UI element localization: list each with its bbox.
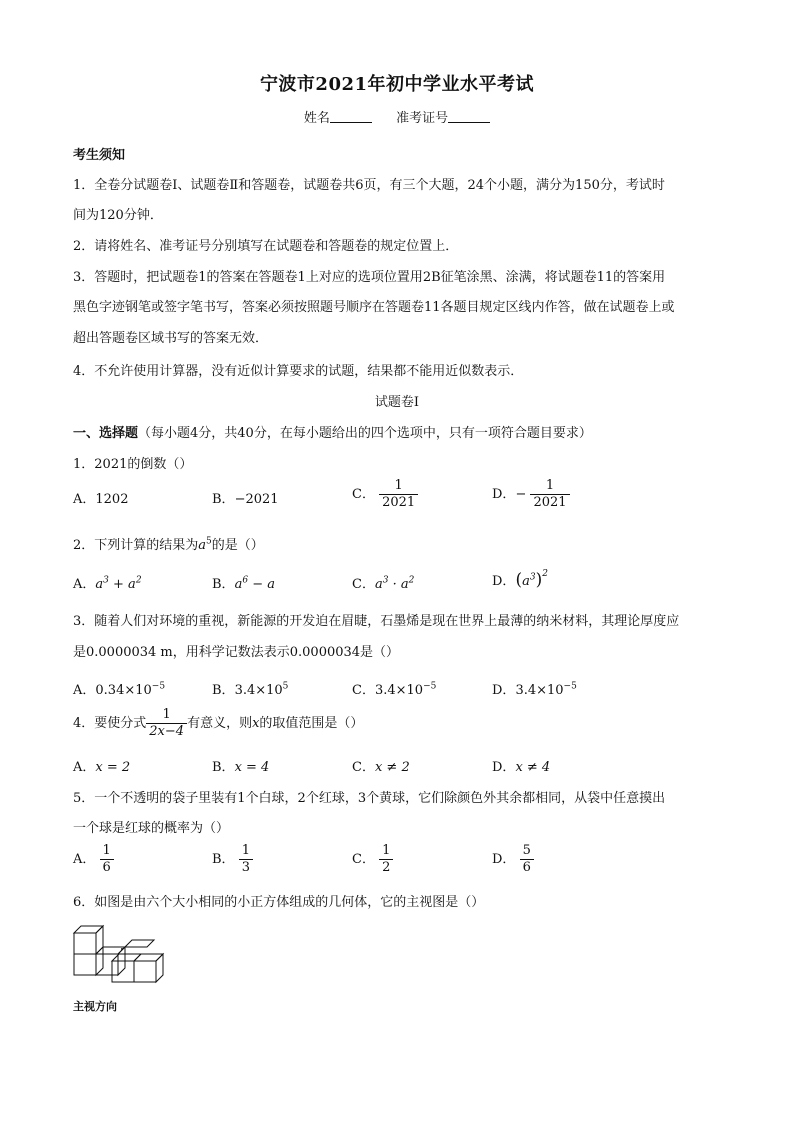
- notice-item-3-line-3: 超出答题卷区域书写的答案无效．: [73, 331, 269, 346]
- question-5-option-a: [73, 843, 114, 876]
- option-label: D．: [492, 487, 516, 502]
- option-label: A．: [73, 492, 96, 507]
- option-label: A．: [73, 577, 96, 592]
- fraction-numerator: 1: [545, 478, 555, 493]
- option-exponent: −5: [423, 681, 437, 692]
- stem-text: 的取值范围是（）: [259, 716, 364, 731]
- option-value: x = 2: [95, 760, 131, 775]
- fraction-denominator: 6: [100, 859, 114, 876]
- option-label: B．: [212, 683, 235, 698]
- fraction-denominator: 6: [520, 859, 534, 876]
- option-math: $a^3 + a^2$: [95, 575, 142, 592]
- option-label: C．: [352, 760, 375, 775]
- option-label: C．: [352, 852, 375, 867]
- question-1-option-b: [212, 488, 279, 507]
- fraction-numerator: 1: [382, 843, 391, 858]
- option-label: D．: [492, 852, 516, 867]
- fraction: [146, 707, 187, 740]
- notice-item-2: 2．请将姓名、准考证号分别填写在试题卷和答题卷的规定位置上．: [73, 239, 459, 254]
- notice-item-4: 4．不允许使用计算器，没有近似计算要求的试题，结果都不能用近似数表示．: [73, 364, 524, 379]
- question-1-option-d: [492, 478, 570, 511]
- figure-caption: 主视方向: [73, 1000, 117, 1013]
- fraction: [379, 478, 418, 511]
- option-math: $(a^3)^2$: [515, 569, 548, 590]
- option-value: x = 4: [234, 760, 270, 775]
- fraction-numerator: 1: [394, 478, 403, 493]
- option-exponent: −5: [151, 681, 166, 692]
- name-blank: [330, 110, 372, 123]
- dot-mark: [121, 948, 123, 950]
- fraction: [520, 843, 534, 876]
- fraction-denominator: 2x−4: [146, 723, 187, 740]
- notice-item-1-line-2: 间为120分钟．: [73, 208, 163, 223]
- option-value: −2021: [234, 492, 279, 507]
- id-label: 准考证号: [396, 111, 449, 126]
- minus-sign: −: [515, 487, 527, 502]
- cube-face: [112, 961, 134, 982]
- option-value: 1202: [95, 492, 129, 507]
- stem-text: 2．下列计算的结果为: [73, 538, 199, 553]
- question-5-line-1: 5．一个不透明的袋子里装有1个白球，2个红球，3个黄球，它们除颜色外其余都相同，从袋中任意摸出: [73, 791, 666, 806]
- option-label: C．: [352, 683, 375, 698]
- option-value: x ≠ 2: [374, 760, 410, 775]
- section-1-description: （每小题4分，共40分，在每小题给出的四个选项中，只有一项符合题目要求）: [138, 426, 592, 441]
- question-3-option-c: [352, 679, 436, 698]
- stem-text: 4．要使分式: [73, 716, 147, 731]
- section-1-title: [73, 422, 592, 441]
- question-4-stem: [73, 707, 363, 740]
- fraction-numerator: 5: [522, 843, 531, 858]
- stem-text: 有意义，则: [187, 716, 253, 731]
- fraction: [530, 478, 569, 511]
- notice-item-3-line-1: 3．答题时，把试题卷1的答案在答题卷1上对应的选项位置用2B征笔涂黑、涂满，将试题卷11的答案用: [73, 270, 666, 285]
- math-variable: x: [252, 716, 260, 731]
- notice-item-3-line-2: 黑色字迹钢笔或签字笔书写，答案必须按照题号顺序在答题卷11各题目规定区线内作答，做在试题卷上或: [73, 300, 675, 315]
- cube-top: [74, 926, 103, 933]
- option-label: B．: [212, 760, 235, 775]
- question-5-line-2: 一个球是红球的概率为（）: [73, 821, 230, 836]
- fraction-denominator: 2021: [379, 494, 418, 511]
- option-label: D．: [492, 760, 516, 775]
- question-1-stem: 1．2021的倒数（）: [73, 457, 193, 472]
- question-5-option-c: [352, 843, 393, 876]
- option-math: $a^6 - a$: [234, 575, 275, 592]
- option-label: C．: [352, 487, 375, 502]
- option-label: A．: [73, 683, 96, 698]
- fraction-denominator: 2: [379, 859, 393, 876]
- exam-title: 宁波市2021年初中学业水平考试: [259, 74, 535, 95]
- candidate-info-row: [0, 107, 794, 126]
- question-1-option-c: [352, 478, 418, 511]
- option-label: B．: [212, 577, 235, 592]
- question-3-line-2: 是0.0000034 m，用科学记数法表示0.0000034是（）: [73, 645, 400, 660]
- paper-heading: 试题卷Ⅰ: [374, 395, 420, 410]
- question-4-option-a: [73, 756, 130, 775]
- math-exponent: 5: [206, 536, 212, 547]
- option-mantissa: 3.4×10: [374, 683, 424, 698]
- math-base: a: [198, 538, 207, 553]
- notice-heading: 考生须知: [73, 148, 126, 163]
- fraction: [100, 843, 114, 876]
- question-2-option-d: [492, 569, 548, 590]
- question-2-stem: [73, 534, 264, 553]
- fraction-denominator: 3: [239, 859, 253, 876]
- question-4-option-c: [352, 756, 410, 775]
- question-3-option-a: [73, 679, 165, 698]
- option-label: A．: [73, 760, 96, 775]
- option-label: B．: [212, 852, 235, 867]
- option-label: D．: [492, 574, 516, 589]
- question-3-option-b: [212, 679, 288, 698]
- cube-top: [125, 940, 154, 947]
- option-math: $a^3 \cdot a^2$: [374, 575, 415, 592]
- id-blank: [448, 110, 490, 123]
- fraction: [379, 843, 393, 876]
- name-label: 姓名: [303, 111, 330, 126]
- cube-top: [134, 954, 163, 961]
- option-label: D．: [492, 683, 516, 698]
- fraction-denominator: 2021: [530, 494, 569, 511]
- question-4-option-b: [212, 756, 269, 775]
- question-6-stem: 6．如图是由六个大小相同的小正方体组成的几何体，它的主视图是（）: [73, 895, 485, 910]
- option-exponent: 5: [282, 681, 289, 692]
- cube-face: [134, 961, 156, 982]
- cube-top: [96, 947, 125, 954]
- option-label: A．: [73, 852, 96, 867]
- option-mantissa: 0.34×10: [95, 683, 152, 698]
- option-label: C．: [352, 577, 375, 592]
- fraction-numerator: 1: [102, 843, 111, 858]
- option-value: x ≠ 4: [515, 760, 551, 775]
- question-2-option-c: [352, 573, 414, 592]
- stem-text: 的是（）: [211, 538, 264, 553]
- question-3-line-1: 3．随着人们对环境的重视，新能源的开发迫在眉睫，石墨烯是现在世界上最薄的纳米材料，其理论厚度应: [73, 614, 680, 629]
- fraction: [239, 843, 253, 876]
- option-label: B．: [212, 492, 235, 507]
- cube-side: [156, 954, 163, 982]
- section-1-label: 一、选择题: [73, 426, 139, 441]
- option-exponent: −5: [563, 681, 577, 692]
- fraction-numerator: 1: [162, 707, 171, 722]
- question-5-option-b: [212, 843, 253, 876]
- question-3-option-d: [492, 679, 577, 698]
- question-2-option-a: [73, 573, 142, 592]
- question-5-option-d: [492, 843, 534, 876]
- question-4-option-d: [492, 756, 550, 775]
- question-1-option-a: [73, 488, 128, 507]
- option-mantissa: 3.4×10: [234, 683, 283, 698]
- question-2-option-b: [212, 573, 275, 592]
- cube-figure: [70, 917, 180, 997]
- cube-top: [112, 954, 141, 961]
- fraction-numerator: 1: [241, 843, 250, 858]
- option-mantissa: 3.4×10: [515, 683, 564, 698]
- notice-item-1-line-1: 1．全卷分试题卷Ⅰ、试题卷Ⅱ和答题卷，试题卷共6页，有三个大题，24个小题，满分为150分，考试时: [73, 178, 665, 193]
